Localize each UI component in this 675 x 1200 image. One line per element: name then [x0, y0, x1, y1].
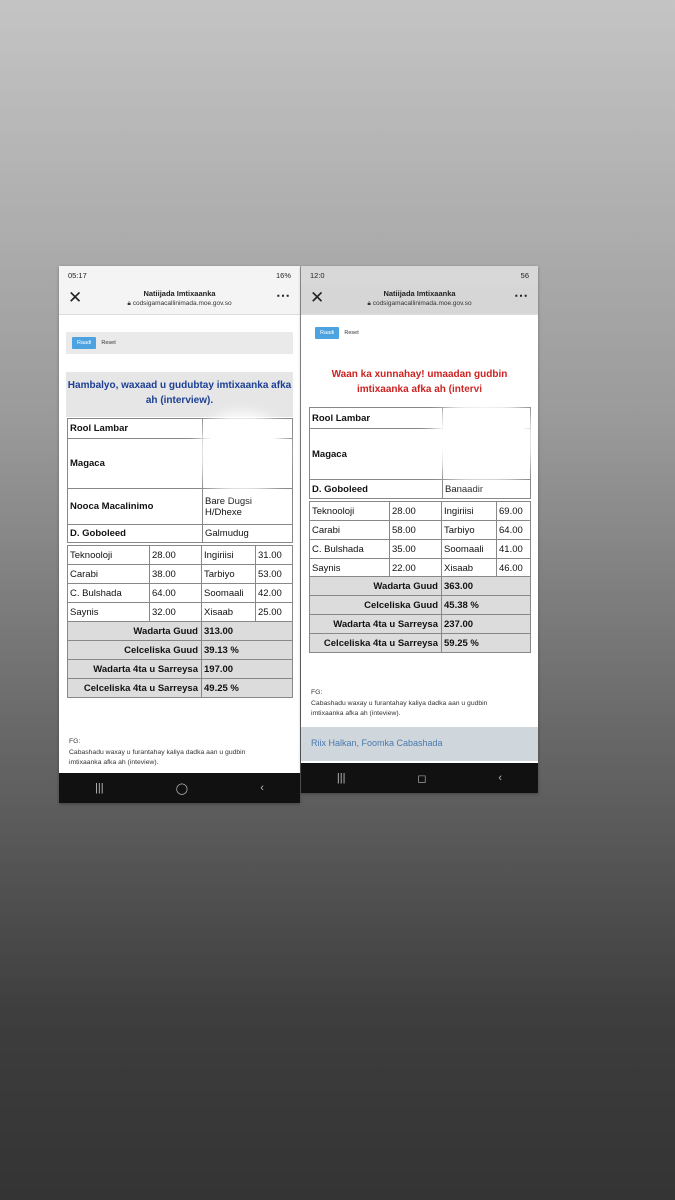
subject-name: C. Bulshada — [68, 584, 150, 603]
recents-icon[interactable]: ||| — [95, 782, 104, 794]
page-title: Natiijada Imtixaanka — [143, 289, 216, 298]
subject-name: Carabi — [68, 565, 150, 584]
subject-score: 42.00 — [256, 584, 293, 603]
scores-table — [309, 501, 531, 578]
subject-score: 41.00 — [497, 540, 531, 559]
battery-level: 16% — [275, 271, 291, 280]
subject-score: 28.00 — [150, 546, 202, 565]
top4-total-value: 237.00 — [442, 615, 531, 634]
subject-name: Ingiriisi — [442, 502, 497, 521]
status-bar — [59, 266, 300, 285]
subject-score: 35.00 — [390, 540, 442, 559]
subject-score: 22.00 — [390, 559, 442, 578]
top4-average-label: Celceliska 4ta u Sarreysa — [68, 679, 202, 698]
url-text: codsigamacallinimada.moe.gov.so — [372, 300, 472, 307]
android-nav-bar — [59, 773, 300, 803]
summary-table — [309, 576, 531, 653]
screenshot-right — [301, 266, 538, 793]
subject-score: 58.00 — [390, 521, 442, 540]
redaction-blur — [207, 423, 277, 483]
url-text: codsigamacallinimada.moe.gov.so — [132, 300, 232, 307]
top4-total-label: Wadarta 4ta u Sarreysa — [310, 615, 442, 634]
average-label: Celceliska Guud — [310, 596, 442, 615]
note-text: Cabashadu waxay u furantahay kaliya dadka aan u gudbin imtixaanka afka ah (inteview). — [69, 749, 246, 766]
total-label: Wadarta Guud — [68, 622, 202, 641]
lock-icon: 🔒︎ — [367, 300, 371, 307]
page-title: Natiijada Imtixaanka — [383, 289, 456, 298]
home-icon[interactable]: ◻ — [417, 772, 427, 785]
close-icon[interactable]: ✕ — [310, 288, 325, 307]
back-icon[interactable]: ‹ — [498, 772, 503, 784]
teacher-type-label: Nooca Macalinimo — [68, 489, 203, 525]
page-url[interactable] — [301, 300, 538, 308]
subject-score: 32.00 — [150, 603, 202, 622]
more-icon[interactable]: ⋯ — [514, 287, 529, 303]
total-value: 363.00 — [442, 577, 531, 596]
subject-name: Ingiriisi — [202, 546, 256, 565]
result-banner: Waan ka xunnahay! umaadan gudbin imtixaanka afka ah (intervi — [309, 361, 530, 405]
subject-score: 46.00 — [497, 559, 531, 578]
subject-name: Xisaab — [442, 559, 497, 578]
top4-average-value: 49.25 % — [202, 679, 293, 698]
page-content — [301, 315, 538, 763]
subject-name: Saynis — [68, 603, 150, 622]
average-value: 45.38 % — [442, 596, 531, 615]
back-icon[interactable]: ‹ — [260, 782, 264, 794]
subject-name: Carabi — [310, 521, 390, 540]
subject-name: Tarbiyo — [442, 521, 497, 540]
redaction-blur — [441, 410, 526, 472]
status-time: 05:17 — [68, 271, 87, 280]
subject-score: 64.00 — [497, 521, 531, 540]
subject-score: 64.00 — [150, 584, 202, 603]
complaint-form-link[interactable]: Riix Halkan, Foomka Cabashada — [301, 727, 538, 761]
result-banner: Hambalyo, waxaad u gudubtay imtixaanka afka ah (interview). — [66, 372, 293, 417]
status-bar — [301, 266, 538, 285]
total-value: 313.00 — [202, 622, 293, 641]
reset-button[interactable]: Reset — [344, 330, 359, 336]
average-label: Celceliska Guud — [68, 641, 202, 660]
home-icon[interactable]: ◯ — [175, 782, 189, 795]
region-value: Galmudug — [203, 525, 293, 543]
search-actions — [309, 323, 530, 343]
subject-score: 69.00 — [497, 502, 531, 521]
search-button[interactable]: Raadi — [315, 327, 339, 339]
top4-average-value: 59.25 % — [442, 634, 531, 653]
browser-bar — [301, 285, 538, 315]
browser-bar — [59, 285, 300, 315]
summary-table — [67, 621, 293, 698]
note-title: FG: — [69, 738, 81, 745]
subject-score: 28.00 — [390, 502, 442, 521]
teacher-type-value: Bare Dugsi H/Dhexe — [203, 489, 293, 525]
search-button[interactable]: Raadi — [72, 337, 96, 349]
region-label: D. Goboleed — [310, 480, 443, 499]
average-value: 39.13 % — [202, 641, 293, 660]
close-icon[interactable]: ✕ — [68, 288, 83, 307]
page-url[interactable] — [59, 300, 300, 308]
total-label: Wadarta Guud — [310, 577, 442, 596]
subject-score: 53.00 — [256, 565, 293, 584]
subject-score: 25.00 — [256, 603, 293, 622]
page-content — [59, 315, 300, 773]
region-label: D. Goboleed — [68, 525, 203, 543]
top4-total-value: 197.00 — [202, 660, 293, 679]
scores-table — [67, 545, 293, 622]
roll-number-label: Rool Lambar — [310, 408, 443, 429]
subject-name: Soomaali — [442, 540, 497, 559]
name-label: Magaca — [68, 439, 203, 489]
subject-name: Teknooloji — [68, 546, 150, 565]
note-text: Cabashadu waxay u furantahay kaliya dadka aan u gudbin imtixaanka afka ah (inteview). — [311, 700, 488, 717]
subject-score: 31.00 — [256, 546, 293, 565]
subject-name: Teknooloji — [310, 502, 390, 521]
android-nav-bar — [301, 763, 538, 793]
top4-total-label: Wadarta 4ta u Sarreysa — [68, 660, 202, 679]
subject-name: Saynis — [310, 559, 390, 578]
battery-level: 56 — [520, 271, 529, 280]
roll-number-label: Rool Lambar — [68, 419, 203, 439]
region-value: Banaadir — [443, 480, 531, 499]
search-actions — [66, 332, 293, 354]
recents-icon[interactable]: ||| — [336, 772, 346, 784]
subject-name: Tarbiyo — [202, 565, 256, 584]
status-time: 12:0 — [310, 271, 325, 280]
note-title: FG: — [311, 689, 323, 696]
subject-name: Xisaab — [202, 603, 256, 622]
lock-icon: 🔒︎ — [127, 300, 131, 307]
name-label: Magaca — [310, 429, 443, 480]
subject-name: C. Bulshada — [310, 540, 390, 559]
reset-button[interactable]: Reset — [101, 340, 116, 346]
subject-name: Soomaali — [202, 584, 256, 603]
more-icon[interactable]: ⋯ — [276, 287, 291, 303]
screenshot-left — [59, 266, 300, 803]
subject-score: 38.00 — [150, 565, 202, 584]
top4-average-label: Celceliska 4ta u Sarreysa — [310, 634, 442, 653]
